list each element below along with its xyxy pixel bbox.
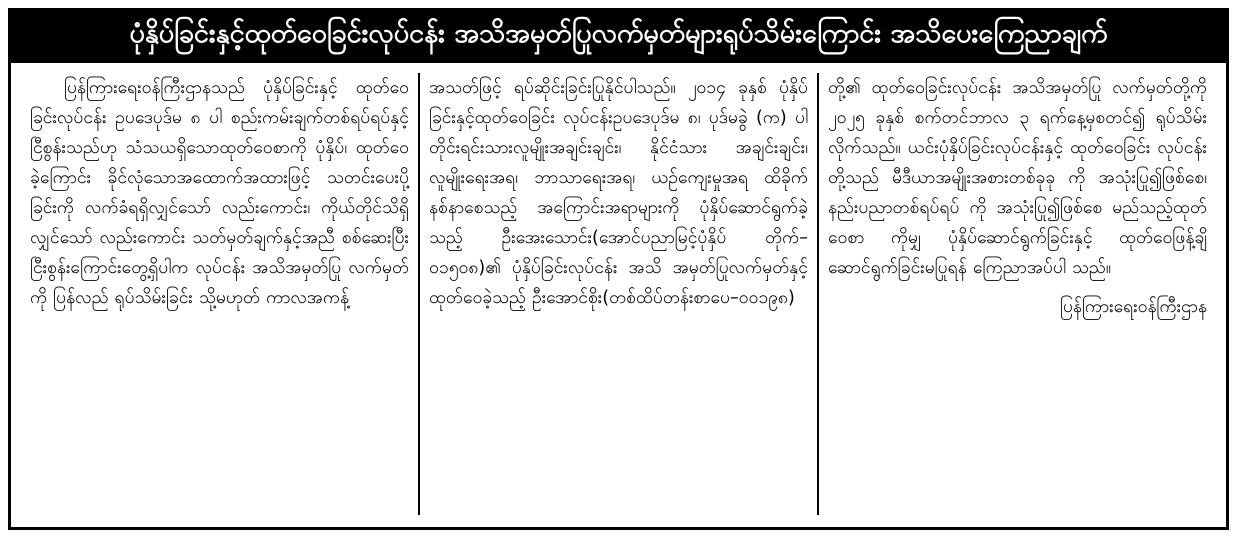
text-column-2 bbox=[418, 73, 817, 515]
headline-text: ပုံနှိပ်ခြင်းနှင့်ထုတ်ဝေခြင်းလုပ်ငန်း အသိအမှတ်ပြုလက်မှတ်များရုပ်သိမ်းကြောင်း အသိပေးကြေညာချက် bbox=[129, 18, 1108, 49]
paragraph: တို့၏ ထုတ်ဝေခြင်းလုပ်ငန်း အသိအမှတ်ပြု လက်မှတ်တို့ကို ၂၀၂၅ ခုနှစ် စက်တင်ဘာလ ၃ ရက်နေ့မှစတင်၍ ရုပ်သိမ်းလိုက်သည်။ ယင်းပုံနှိပ်ခြင်းလုပ်ငန်းနှင့် ထုတ်ဝေခြင်း လုပ်ငန်းတို့သည် မီဒီယာအမျိုးအစားတစ်ခုခု ကို အသုံးပြု၍ဖြစ်စေ၊ နည်းပညာတစ်ရပ်ရပ် ကို အသုံးပြု၍ဖြစ်စေ မည်သည့်ထုတ်ဝေစာ ကိုမျှ ပုံနှိပ်ဆောင်ရွက်ခြင်းနှင့် ထုတ်ဝေဖြန့်ချိ ဆောင်ရွက်ခြင်းမပြုရန် ကြေညာအပ်ပါ သည်။ bbox=[828, 77, 1207, 279]
headline-banner bbox=[11, 11, 1226, 60]
signature-line: ပြန်ကြားရေးဝန်ကြီးဌာန bbox=[1059, 297, 1207, 318]
notice-frame bbox=[8, 8, 1229, 530]
body-columns bbox=[11, 63, 1226, 523]
paragraph: အသတ်ဖြင့် ရပ်ဆိုင်းခြင်းပြုနိုင်ပါသည်။ ၂၀၁၄ ခုနှစ် ပုံနှိပ်ခြင်းနှင့်ထုတ်ဝေခြင်း လုပ်ငန်းဥပဒေပုဒ်မ ၈၊ ပုဒ်မခွဲ (က) ပါ တိုင်းရင်းသားလူမျိုးအချင်းချင်း၊ နိုင်ငံသား အချင်းချင်း၊ လူမျိုးရေးအရ၊ ဘာသာရေးအရ၊ ယဉ်ကျေးမှုအရ ထိခိုက်နစ်နာစေသည့် အကြောင်းအရာများကို ပုံနှိပ်ဆောင်ရွက်ခဲ့ သည့် ဦးအေးသောင်း(အောင်ပညာမြင့်ပုံနှိပ် တိုက်–၀၁၅၀၈)၏ ပုံနှိပ်ခြင်းလုပ်ငန်း အသိ အမှတ်ပြုလက်မှတ်နှင့် ထုတ်ဝေခဲ့သည့် ဦးအောင်စိုး(တစ်ထိပ်တန်းစာပေ–၀၀၁၉၈) bbox=[429, 77, 808, 309]
paragraph: ပြန်ကြားရေးဝန်ကြီးဌာနသည် ပုံနှိပ်ခြင်းနှင့် ထုတ်ဝေခြင်းလုပ်ငန်း ဥပဒေပုဒ်မ ၈ ပါ စည်းကမ်းချက်တစ်ရပ်ရပ်နှင့် ငြီစွန်းသည်ဟု သံသယရှိသောထုတ်ဝေစာကို ပုံနှိပ်၊ ထုတ်ဝေခဲ့ကြောင်း ခိုင်လုံသောအထောက်အထားဖြင့် သတင်းပေးပို့ခြင်းကို လက်ခံရရှိလျှင်သော် လည်းကောင်း၊ ကိုယ်တိုင်သိရှိလျှင်သော် လည်းကောင်း သတ်မှတ်ချက်နှင့်အညီ စစ်ဆေးပြီးငြီးစွန်းကြောင်းတွေ့ရှိပါက လုပ်ငန်း အသိအမှတ်ပြု လက်မှတ်ကို ပြန်လည် ရုပ်သိမ်းခြင်း သို့မဟုတ် ကာလအကန့် bbox=[30, 77, 409, 309]
text-column-3 bbox=[817, 73, 1216, 515]
text-column-1 bbox=[21, 73, 418, 515]
